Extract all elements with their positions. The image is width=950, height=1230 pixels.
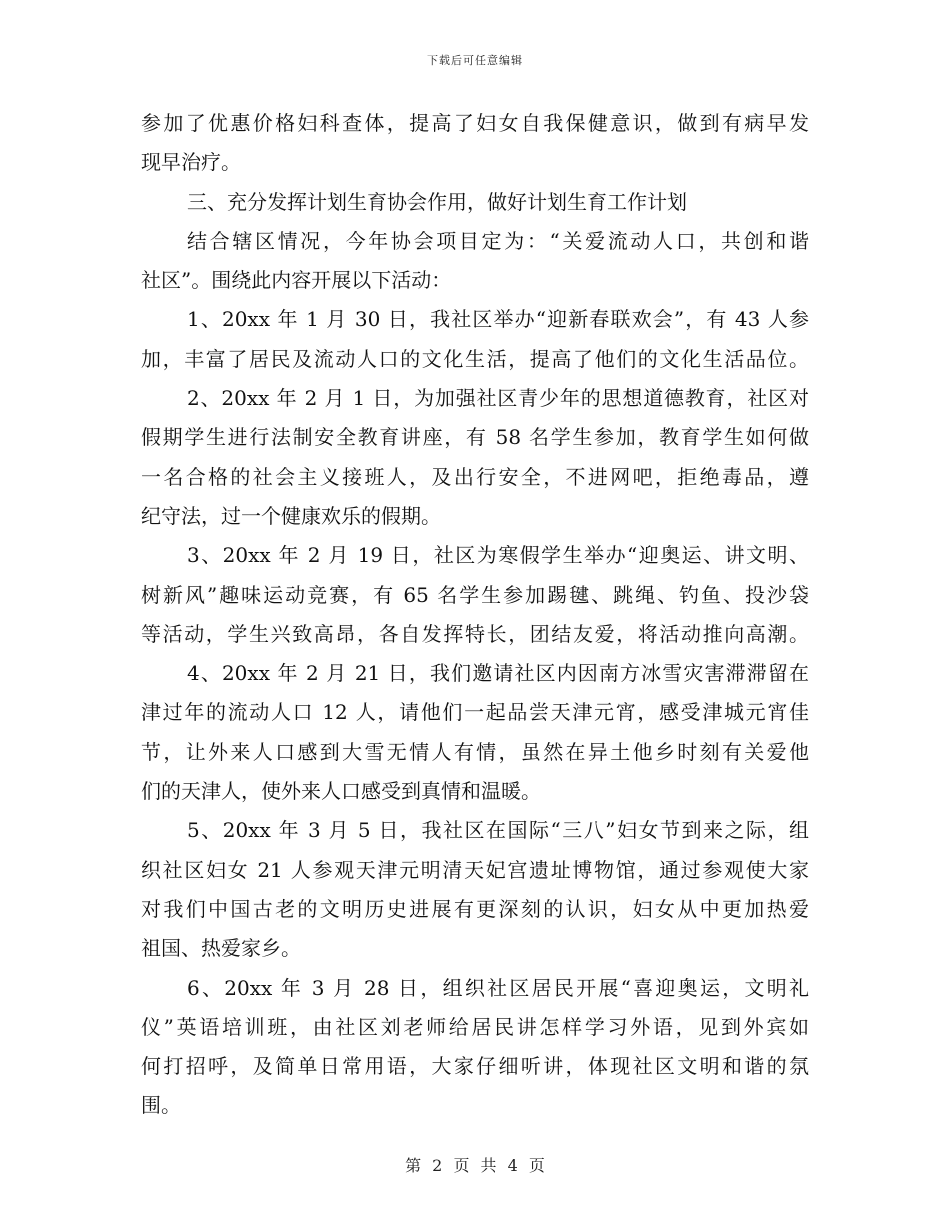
text-line: 仪”英语培训班，由社区刘老师给居民讲怎样学习外语，见到外宾如 — [141, 1014, 809, 1039]
text-line: 们的天津人，使外来人口感受到真情和温暖。 — [141, 779, 541, 804]
text-line: 加，丰富了居民及流动人口的文化生活，提高了他们的文化生活品位。 — [141, 346, 809, 371]
text-line: 津过年的流动人口 12 人，请他们一起品尝天津元宵，感受津城元宵佳 — [141, 700, 809, 725]
text-line: 结合辖区情况，今年协会项目定为：“关爱流动人口，共创和谐 — [187, 228, 809, 253]
text-line: 假期学生进行法制安全教育讲座，有 58 名学生参加，教育学生如何做 — [141, 425, 809, 450]
text-line: 节，让外来人口感到大雪无情人有情，虽然在异土他乡时刻有关爱他 — [141, 739, 809, 764]
text-line: 对我们中国古老的文明历史进展有更深刻的认识，妇女从中更加热爱 — [141, 896, 809, 921]
text-line: 2、20xx 年 2 月 1 日，为加强社区青少年的思想道德教育，社区对 — [187, 386, 809, 411]
document-body — [141, 104, 809, 1126]
text-line: 4、20xx 年 2 月 21 日，我们邀请社区内因南方冰雪灾害滞滞留在 — [187, 661, 809, 686]
text-line: 社区”。围绕此内容开展以下活动： — [141, 268, 452, 293]
text-line: 3、20xx 年 2 月 19 日，社区为寒假学生举办“迎奥运、讲文明、 — [187, 543, 809, 568]
text-line: 等活动，学生兴致高昂，各自发挥特长，团结友爱，将活动推向高潮。 — [141, 621, 809, 646]
text-line: 祖国、热爱家乡。 — [141, 936, 301, 961]
text-line: 织社区妇女 21 人参观天津元明清天妃宫遗址博物馆，通过参观使大家 — [141, 857, 809, 882]
text-line: 现早治疗。 — [141, 150, 241, 175]
text-line: 一名合格的社会主义接班人，及出行安全，不进网吧，拒绝毒品，遵 — [141, 464, 809, 489]
section-heading: 三、充分发挥计划生育协会作用，做好计划生育工作计划 — [187, 189, 687, 214]
text-line: 5、20xx 年 3 月 5 日，我社区在国际“三八”妇女节到来之际，组 — [187, 818, 809, 843]
text-line: 何打招呼，及简单日常用语，大家仔细听讲，体现社区文明和谐的氛 — [141, 1054, 809, 1079]
page-number: 第 2 页 共 4 页 — [405, 1156, 545, 1175]
page-header: 下载后可任意编辑 — [427, 54, 523, 67]
text-line: 6、20xx 年 3 月 28 日，组织社区居民开展“喜迎奥运，文明礼 — [187, 975, 809, 1000]
text-line: 参加了优惠价格妇科查体，提高了妇女自我保健意识，做到有病早发 — [141, 111, 809, 135]
text-line: 1、20xx 年 1 月 30 日，我社区举办“迎新春联欢会”，有 43 人参 — [187, 307, 809, 332]
text-line: 树新风”趣味运动竞赛，有 65 名学生参加踢毽、跳绳、钓鱼、投沙袋 — [141, 582, 809, 607]
text-line: 围。 — [141, 1093, 181, 1118]
text-line: 纪守法，过一个健康欢乐的假期。 — [141, 503, 441, 528]
